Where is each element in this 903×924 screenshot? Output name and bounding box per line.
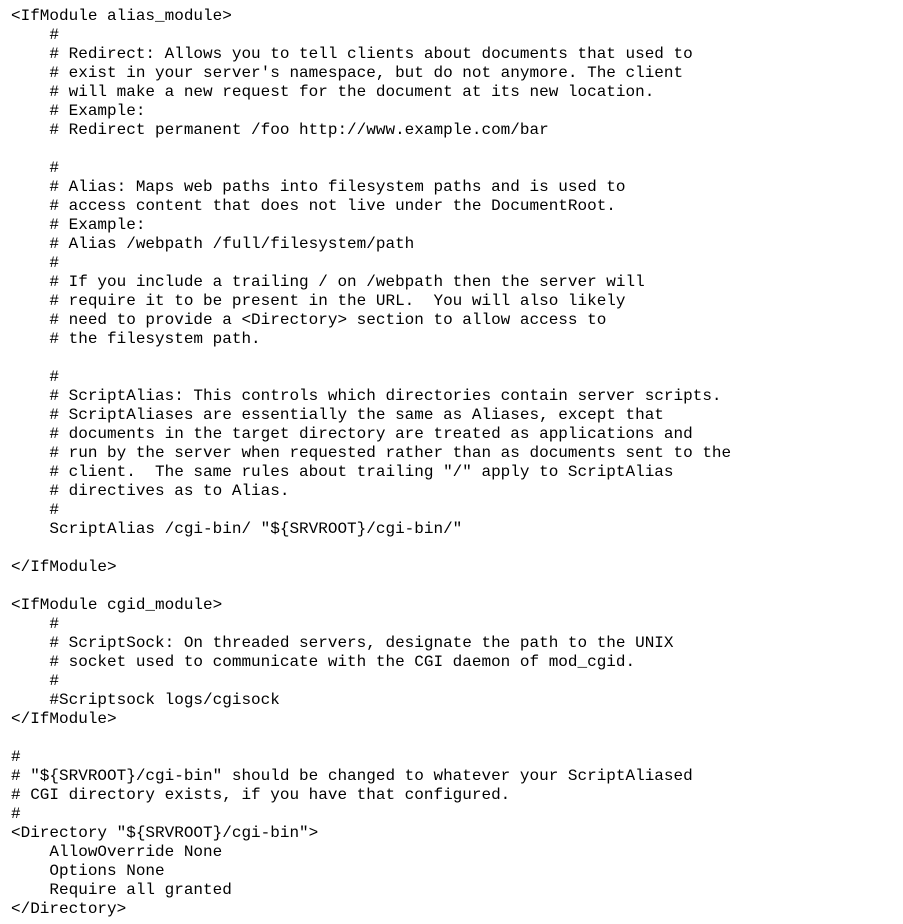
code-line [11,577,896,596]
code-line: # Example: [11,216,146,234]
code-line: # will make a new request for the document at its new location. [11,83,655,101]
code-line: Require all granted [11,881,232,899]
code-line: <IfModule cgid_module> [11,596,223,614]
code-line [11,539,896,558]
code-line: # [11,159,60,177]
code-line: # [11,672,60,690]
config-text-view [11,7,896,919]
code-line: # [11,805,21,823]
code-line: # "${SRVROOT}/cgi-bin" should be changed to whatever your ScriptAliased [11,767,693,785]
code-line: # If you include a trailing / on /webpath then the server will [11,273,645,291]
code-line: </IfModule> [11,710,117,728]
code-line: # [11,615,60,633]
code-line: # run by the server when requested rather than as documents sent to the [11,444,732,462]
code-line: # require it to be present in the URL. You will also likely [11,292,626,310]
code-line: # the filesystem path. [11,330,261,348]
code-line: # CGI directory exists, if you have that configured. [11,786,511,804]
code-line: # client. The same rules about trailing "/" apply to ScriptAlias [11,463,674,481]
code-line: # exist in your server's namespace, but do not anymore. The client [11,64,684,82]
code-line [11,140,896,159]
code-line [11,729,896,748]
code-line: #Scriptsock logs/cgisock [11,691,280,709]
code-line: # [11,501,60,519]
code-line: # [11,254,60,272]
code-line: # ScriptAliases are essentially the same as Aliases, except that [11,406,664,424]
code-line: </IfModule> [11,558,117,576]
code-line: # Example: [11,102,146,120]
code-line: ScriptAlias /cgi-bin/ "${SRVROOT}/cgi-bin/" [11,520,463,538]
code-line: # need to provide a <Directory> section to allow access to [11,311,607,329]
code-line: AllowOverride None [11,843,223,861]
code-line: # ScriptSock: On threaded servers, designate the path to the UNIX [11,634,674,652]
code-line: # [11,748,21,766]
code-line: Options None [11,862,165,880]
code-line: # documents in the target directory are treated as applications and [11,425,693,443]
code-line: # Alias /webpath /full/filesystem/path [11,235,415,253]
code-line: # ScriptAlias: This controls which directories contain server scripts. [11,387,722,405]
code-line: <Directory "${SRVROOT}/cgi-bin"> [11,824,319,842]
code-line: # [11,368,60,386]
code-line: </Directory> [11,900,127,918]
code-line: <IfModule alias_module> [11,7,232,25]
code-line: # socket used to communicate with the CGI daemon of mod_cgid. [11,653,636,671]
code-line: # [11,26,60,44]
code-line: # access content that does not live under the DocumentRoot. [11,197,616,215]
code-line [11,349,896,368]
code-line: # directives as to Alias. [11,482,290,500]
code-line: # Redirect: Allows you to tell clients about documents that used to [11,45,693,63]
code-line: # Alias: Maps web paths into filesystem paths and is used to [11,178,626,196]
code-line: # Redirect permanent /foo http://www.example.com/bar [11,121,549,139]
